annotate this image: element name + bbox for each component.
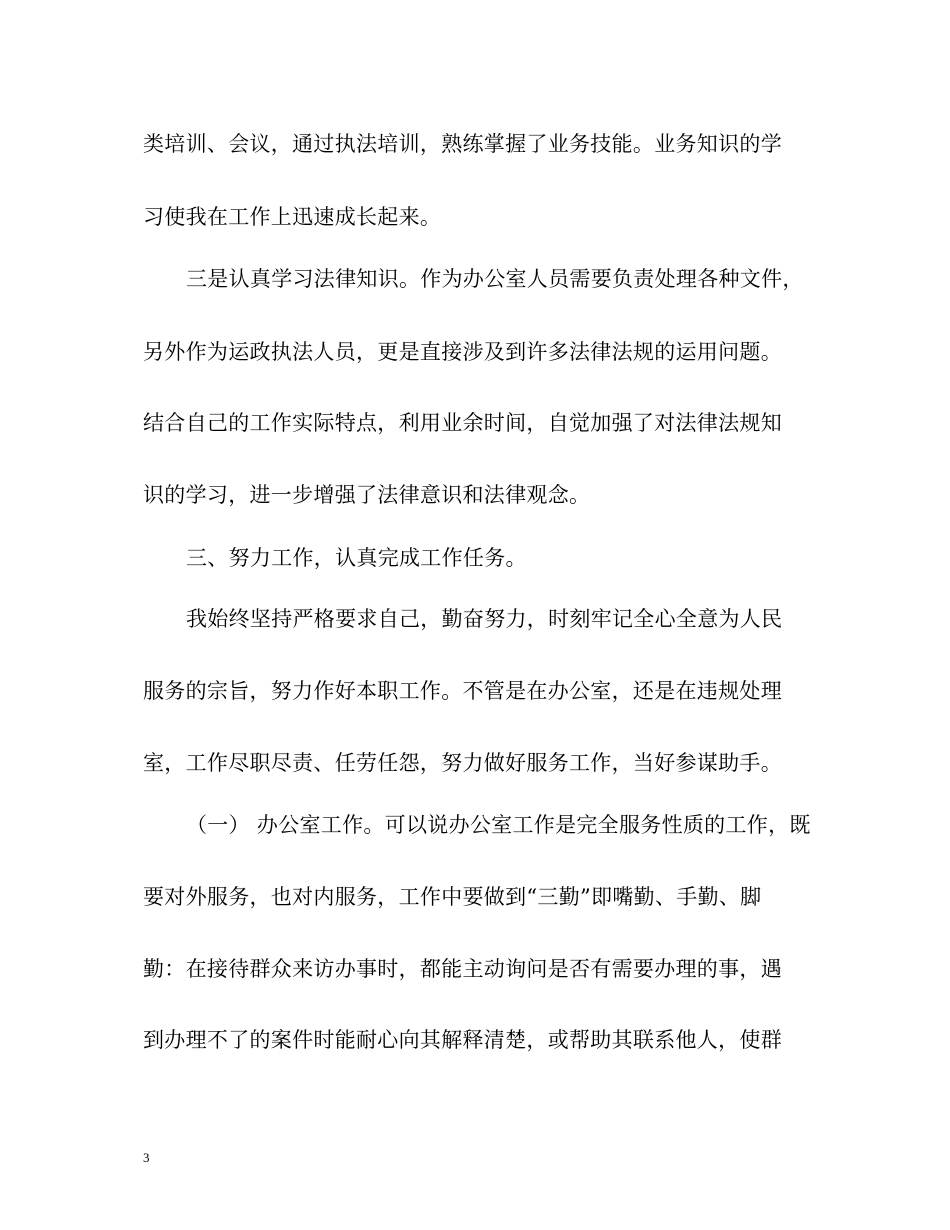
- section-heading: 三、努力工作，认真完成工作任务。: [186, 546, 527, 570]
- text-line-8: 我始终坚持严格要求自己，勤奋努力，时刻牢记全心全意为人民: [186, 607, 783, 631]
- text-line-2: 习使我在工作上迅速成长起来。: [143, 205, 442, 229]
- text-line-13: 勤：在接待群众来访办事时，都能主动询问是否有需要办理的事，遇: [143, 957, 782, 981]
- text-line-6: 识的学习，进一步增强了法律意识和法律观念。: [143, 483, 591, 507]
- text-line-3: 三是认真学习法律知识。作为办公室人员需要负责处理各种文件，: [186, 267, 804, 291]
- text-line-10: 室，工作尽职尽责、任劳任怨，努力做好服务工作，当好参谋助手。: [143, 751, 782, 775]
- page-number: 3: [143, 1150, 150, 1165]
- text-line-12: 要对外服务，也对内服务，工作中要做到“三勤”即嘴勤、手勤、脚: [143, 885, 762, 909]
- text-line-14: 到办理不了的案件时能耐心向其解释清楚，或帮助其联系他人，使群: [143, 1028, 782, 1052]
- text-line-11: （一） 办公室工作。可以说办公室工作是完全服务性质的工作，既: [186, 813, 811, 837]
- text-line-5: 结合自己的工作实际特点，利用业余时间，自觉加强了对法律法规知: [143, 411, 782, 435]
- text-line-1: 类培训、会议，通过执法培训，熟练掌握了业务技能。业务知识的学: [143, 132, 782, 156]
- text-line-4: 另外作为运政执法人员，更是直接涉及到许多法律法规的运用问题。: [143, 340, 782, 364]
- text-line-9: 服务的宗旨，努力作好本职工作。不管是在办公室，还是在违规处理: [143, 679, 782, 703]
